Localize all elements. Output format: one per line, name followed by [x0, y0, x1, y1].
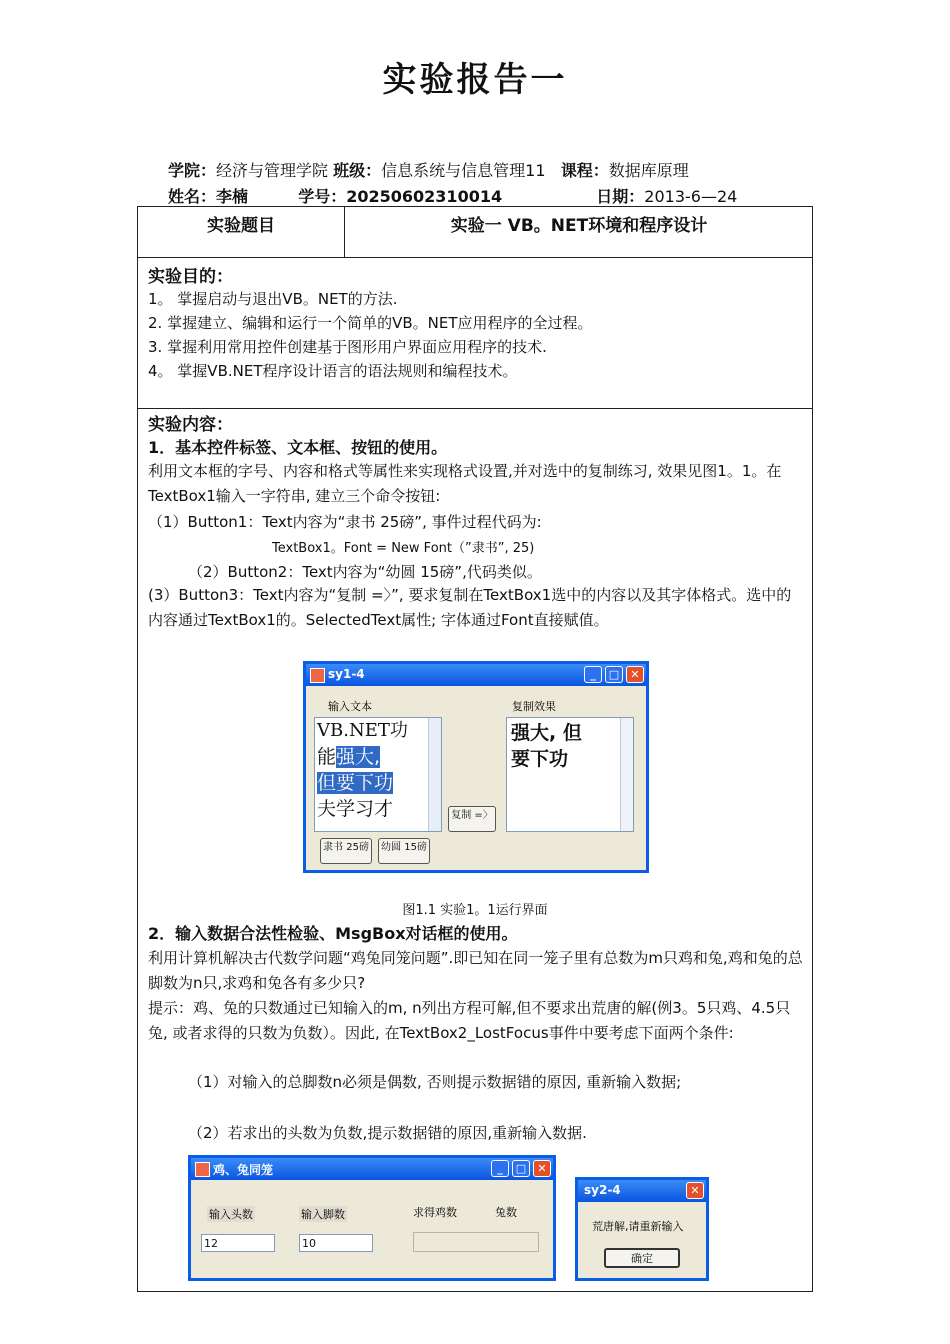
copy-line-1: 强大, 但 [511, 722, 582, 744]
msgbox-message: 荒唐解,请重新输入 [592, 1220, 684, 1233]
input-selection-2: 但要下功 [317, 772, 394, 794]
report-table [137, 206, 813, 1292]
purpose-title: 实验目的： [148, 267, 233, 287]
copy-result-label: 复制效果 [512, 700, 556, 713]
s1-paragraph: 利用文本框的字号、内容和格式等属性来实现格式设置,并对选中的复制练习, 效果见图1。1。在TextBox1输入一字符串, 建立三个命令按钮: [148, 462, 782, 505]
fig1-titlebar [306, 664, 646, 686]
course-label: 课程： [560, 161, 609, 180]
msgbox-title: sy2-4 [584, 1183, 621, 1197]
fig2-titlebar [191, 1158, 553, 1180]
s1-title: 1．基本控件标签、文本框、按钮的使用。 [148, 438, 448, 457]
maximize-icon-2[interactable]: □ [512, 1160, 530, 1177]
msgbox-window [575, 1177, 709, 1281]
close-icon[interactable]: ✕ [626, 666, 644, 683]
maximize-icon[interactable]: □ [605, 666, 623, 683]
youyuan-button[interactable]: 幼圆 15磅 [378, 838, 430, 864]
name-label: 姓名： [168, 187, 217, 206]
msgbox-titlebar [578, 1180, 706, 1202]
close-icon-2[interactable]: ✕ [533, 1160, 551, 1177]
purpose-item-4: 4。 掌握VB.NET程序设计语言的语法规则和编程技术。 [148, 362, 518, 380]
date-value: 2013-6—24 [644, 187, 738, 206]
content-title: 实验内容： [148, 415, 233, 435]
input-line-3 [317, 770, 441, 796]
rabbit-count-label: 兔数 [495, 1206, 517, 1219]
input-line-1: VB.NET功 [317, 720, 408, 741]
s2-paragraph-2: 提示：鸡、兔的只数通过已知输入的m, n列出方程可解,但不要求出荒唐的解(例3。5只鸡、4.5只兔, 或者求得的只数为负数）。因此, 在TextBox2_LostFocus事件中要考虑下面两个条件: [148, 999, 791, 1042]
date-label: 日期： [596, 187, 645, 206]
input-scrollbar[interactable] [428, 718, 441, 831]
s2-condition-1: （1）对输入的总脚数n必须是偶数, 否则提示数据错的原因, 重新输入数据; [188, 1073, 682, 1091]
minimize-icon[interactable]: _ [584, 666, 602, 683]
input-selection-1: 强大, [336, 746, 381, 768]
copy-line-2: 要下功 [511, 748, 569, 770]
head-count-label: 输入头数 [209, 1208, 253, 1221]
class-value: 信息系统与信息管理11 [381, 161, 546, 180]
msgbox-close-icon[interactable]: ✕ [686, 1182, 704, 1199]
class-label: 班级： [333, 161, 382, 180]
app-icon-2 [195, 1162, 210, 1177]
figure1-caption: 图1.1 实验1。1运行界面 [402, 903, 548, 918]
fig2-window [188, 1155, 556, 1281]
input-line-2 [317, 744, 441, 770]
app-icon [310, 668, 325, 683]
header-line-1 [168, 158, 689, 181]
id-value: 20250602310014 [346, 187, 503, 206]
minimize-icon-2[interactable]: _ [491, 1160, 509, 1177]
s1-code: TextBox1。Font = New Font（”隶书”, 25) [272, 541, 535, 556]
lishu-button[interactable]: 隶书 25磅 [320, 838, 372, 864]
input-text-label: 输入文本 [328, 700, 372, 713]
topic-label: 实验题目 [138, 207, 345, 257]
fig1-title: sy1-4 [328, 667, 365, 681]
page-title: 实验报告一 [382, 60, 568, 100]
copy-button[interactable]: 复制 =〉 [448, 806, 496, 832]
header-line-2 [168, 184, 737, 207]
s1-button2: （2）Button2：Text内容为“幼圆 15磅”,代码类似。 [188, 563, 542, 581]
fig2-title: 鸡、兔同笼 [213, 1163, 274, 1177]
chicken-count-label: 求得鸡数 [413, 1206, 457, 1219]
s2-condition-2: （2）若求出的头数为负数,提示数据错的原因,重新输入数据. [188, 1124, 587, 1142]
feet-count-input[interactable]: 10 [299, 1234, 373, 1252]
fig1-window [303, 661, 649, 873]
college-value: 经济与管理学院 [216, 161, 329, 180]
s2-title: 2．输入数据合法性检验、MsgBox对话框的使用。 [148, 924, 518, 943]
purpose-row [138, 258, 812, 409]
ok-button[interactable]: 确定 [604, 1248, 680, 1268]
purpose-item-2: 2. 掌握建立、编辑和运行一个简单的VB。NET应用程序的全过程。 [148, 314, 593, 332]
college-label: 学院： [168, 161, 217, 180]
feet-count-label: 输入脚数 [301, 1208, 345, 1221]
s2-paragraph-1: 利用计算机解决古代数学问题“鸡兔同笼问题”.即已知在同一笼子里有总数为m只鸡和兔,鸡和兔的总脚数为n只,求鸡和兔各有多少只? [148, 949, 803, 992]
purpose-item-3: 3. 掌握利用常用控件创建基于图形用户界面应用程序的技术. [148, 338, 547, 356]
input-textbox[interactable] [314, 717, 442, 832]
topic-row [138, 207, 812, 258]
copy-textbox[interactable] [506, 717, 634, 832]
s1-button3: (3）Button3：Text内容为“复制 =〉”, 要求复制在TextBox1选中的内容以及其字体格式。选中的内容通过TextBox1的。SelectedText属性; 字体通过Font直接赋值。 [148, 586, 792, 629]
course-value: 数据库原理 [608, 161, 689, 180]
head-count-input[interactable]: 12 [201, 1234, 275, 1252]
s1-button1: （1）Button1：Text内容为“隶书 25磅”, 事件过程代码为: [148, 513, 542, 531]
topic-value: 实验一 VB。NET环境和程序设计 [450, 216, 708, 236]
purpose-item-1: 1。 掌握启动与退出VB。NET的方法. [148, 290, 398, 308]
copy-scrollbar[interactable] [620, 718, 633, 831]
input-line-2a: 能 [317, 746, 337, 768]
name-value: 李楠 [216, 187, 249, 206]
input-line-4: 夫学习才 [317, 798, 394, 820]
id-label: 学号： [298, 187, 347, 206]
result-box [413, 1232, 539, 1252]
